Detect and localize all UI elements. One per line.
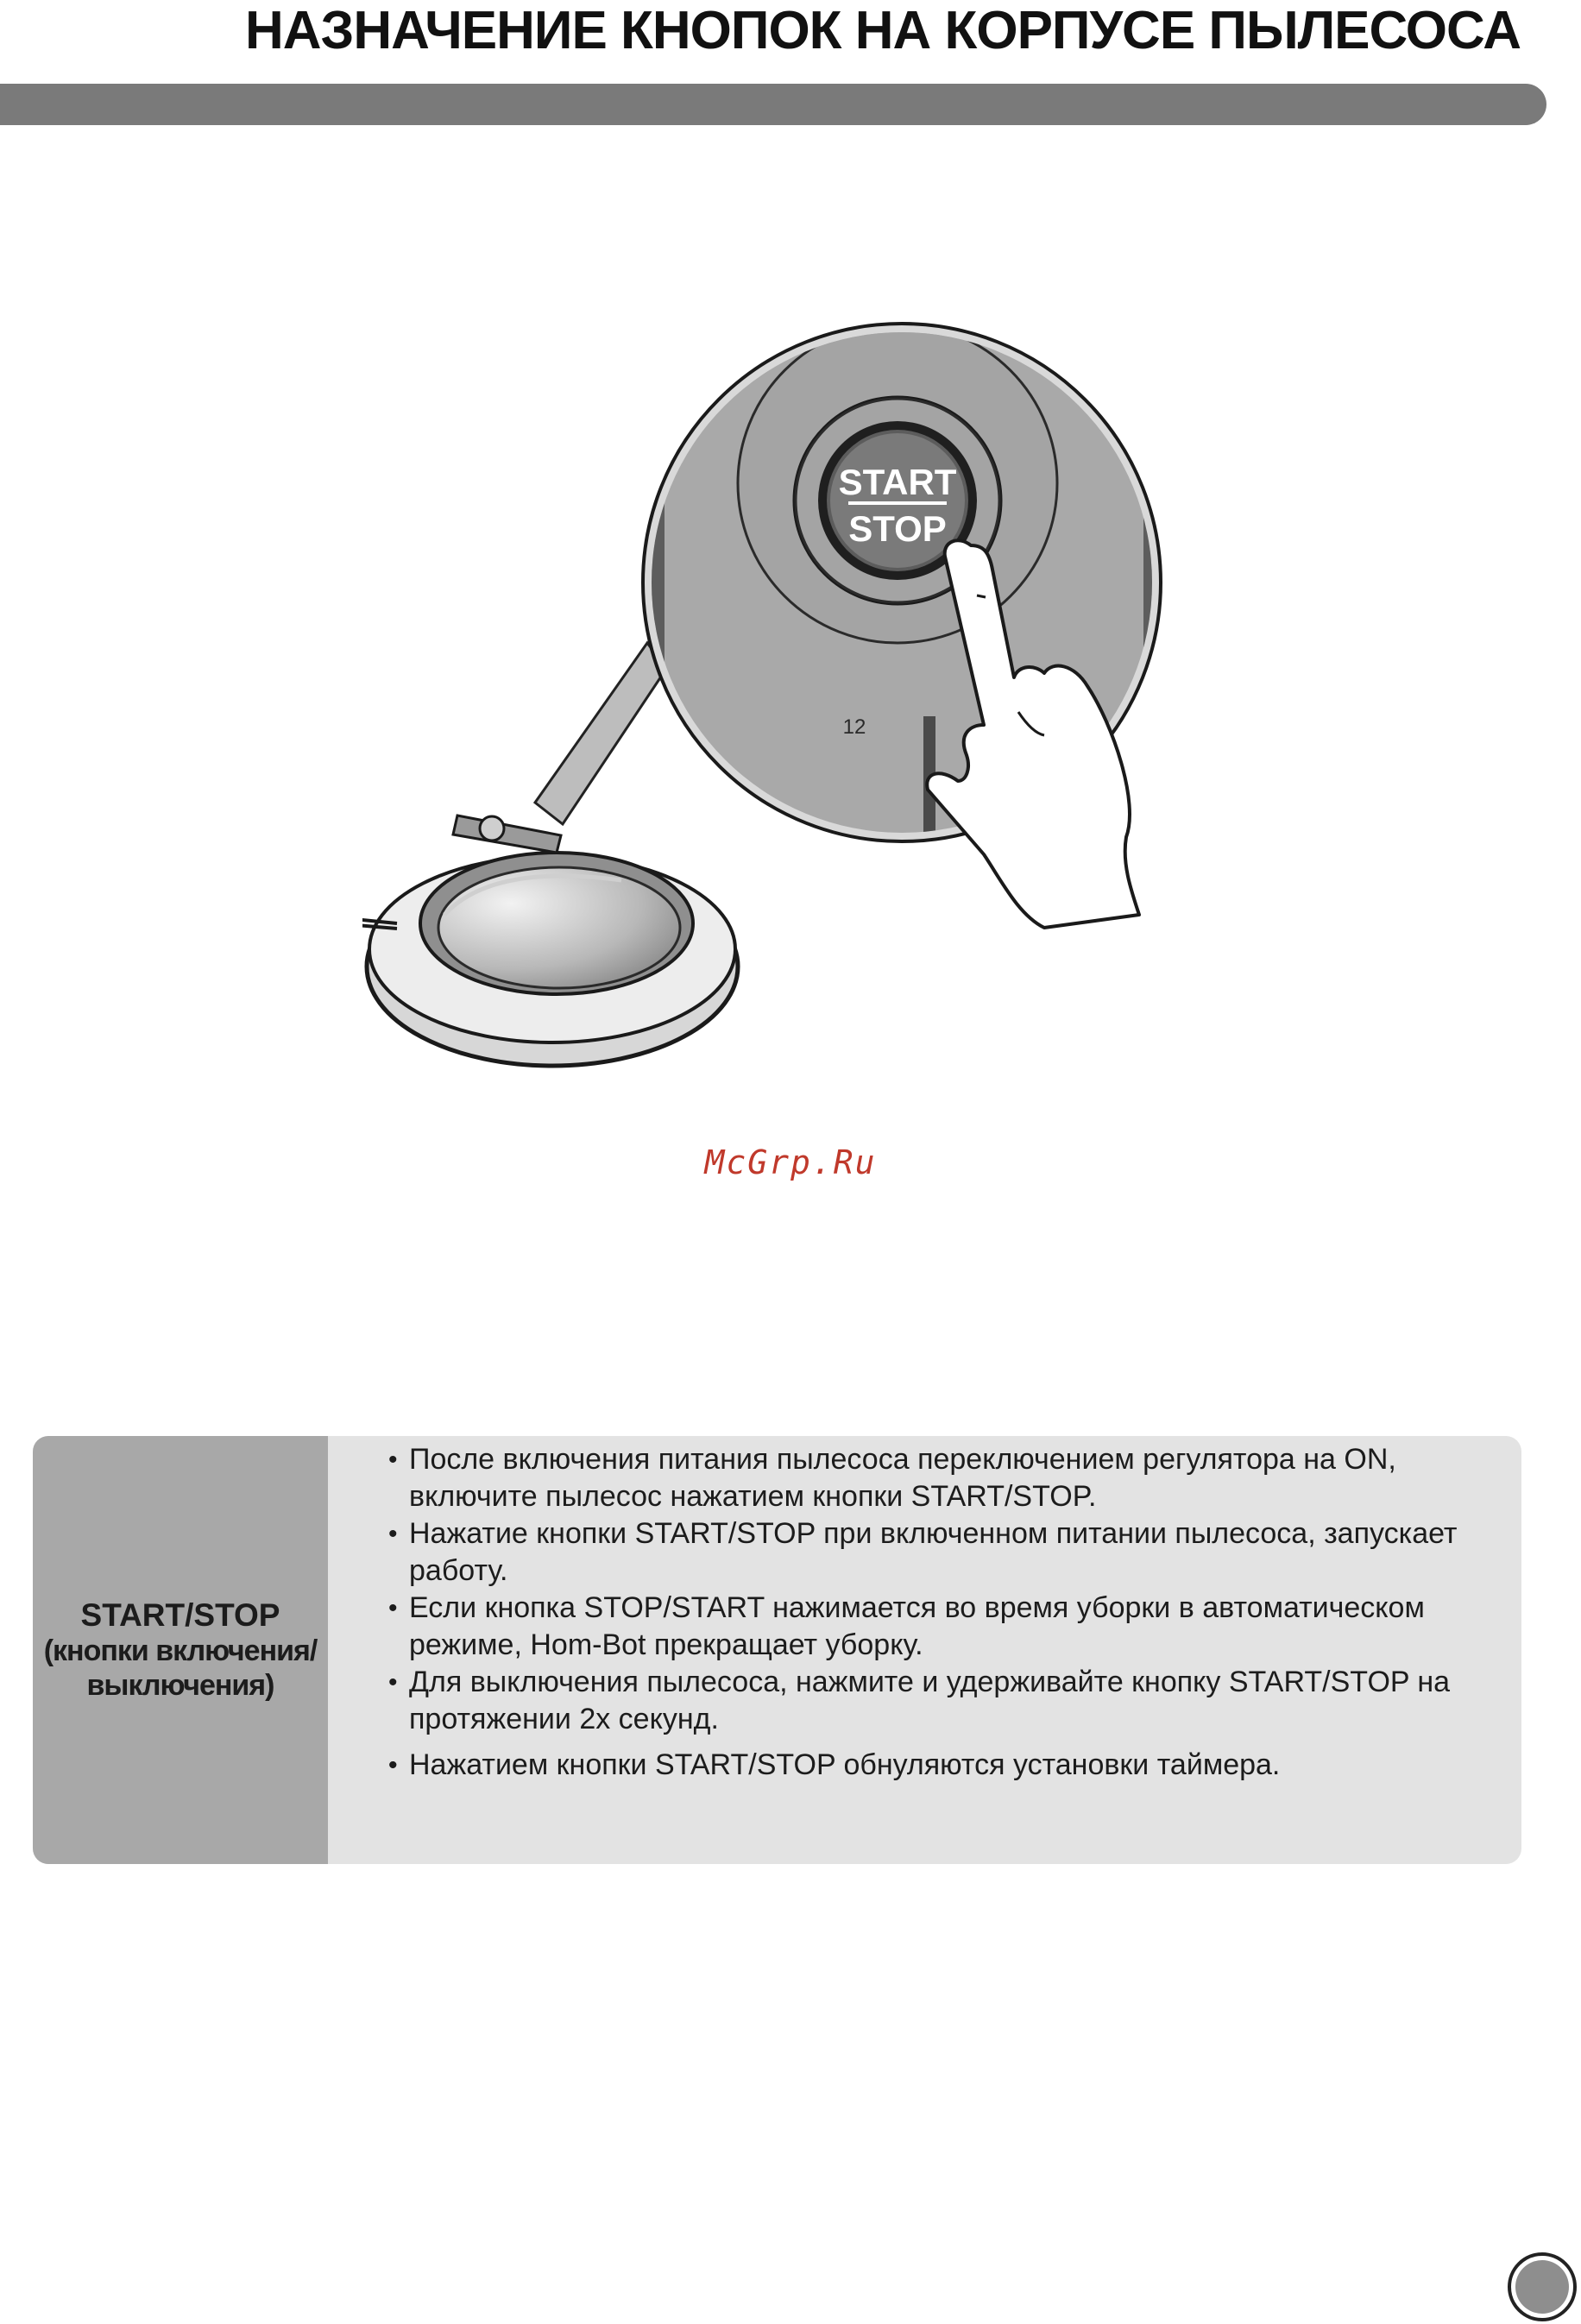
button-label-start: START (838, 462, 957, 502)
info-list (388, 1441, 1493, 1784)
info-label (33, 1436, 328, 1864)
watermark: McGrp.Ru (704, 1143, 877, 1181)
list-item: • После включения питания пылесоса переключением регулятора на ON, включите пылесос нажатием кнопки START/STOP. (388, 1441, 1493, 1515)
zoom-connector (535, 643, 666, 824)
list-item: • Нажатием кнопки START/STOP обнуляются установки таймера. (388, 1747, 1493, 1784)
info-label-sub-1: (кнопки включения/ (43, 1634, 318, 1667)
robot-vacuum-illustration (362, 319, 1191, 1070)
page-number-marker (1508, 2252, 1577, 2321)
list-item: • Нажатие кнопки START/STOP при включенном питании пылесоса, запускает работу. (388, 1515, 1493, 1590)
info-label-main: START/STOP (80, 1597, 280, 1633)
info-box (33, 1436, 1521, 1864)
list-item: • Если кнопка STOP/START нажимается во время уборки в автоматическом режиме, Hom-Bot прекращает уборку. (388, 1590, 1493, 1664)
title-bar (0, 84, 1546, 125)
info-label-sub-2: выключения) (86, 1669, 274, 1702)
list-item: • Для выключения пылесоса, нажмите и удерживайте кнопку START/STOP на протяжении 2х секунд. (388, 1664, 1493, 1738)
button-label-stop: STOP (848, 508, 947, 549)
timer-label: 12 (842, 715, 866, 739)
robot-vacuum-body (362, 816, 738, 1066)
page-title: НАЗНАЧЕНИЕ КНОПОК НА КОРПУСЕ ПЫЛЕСОСА (244, 1, 1521, 60)
